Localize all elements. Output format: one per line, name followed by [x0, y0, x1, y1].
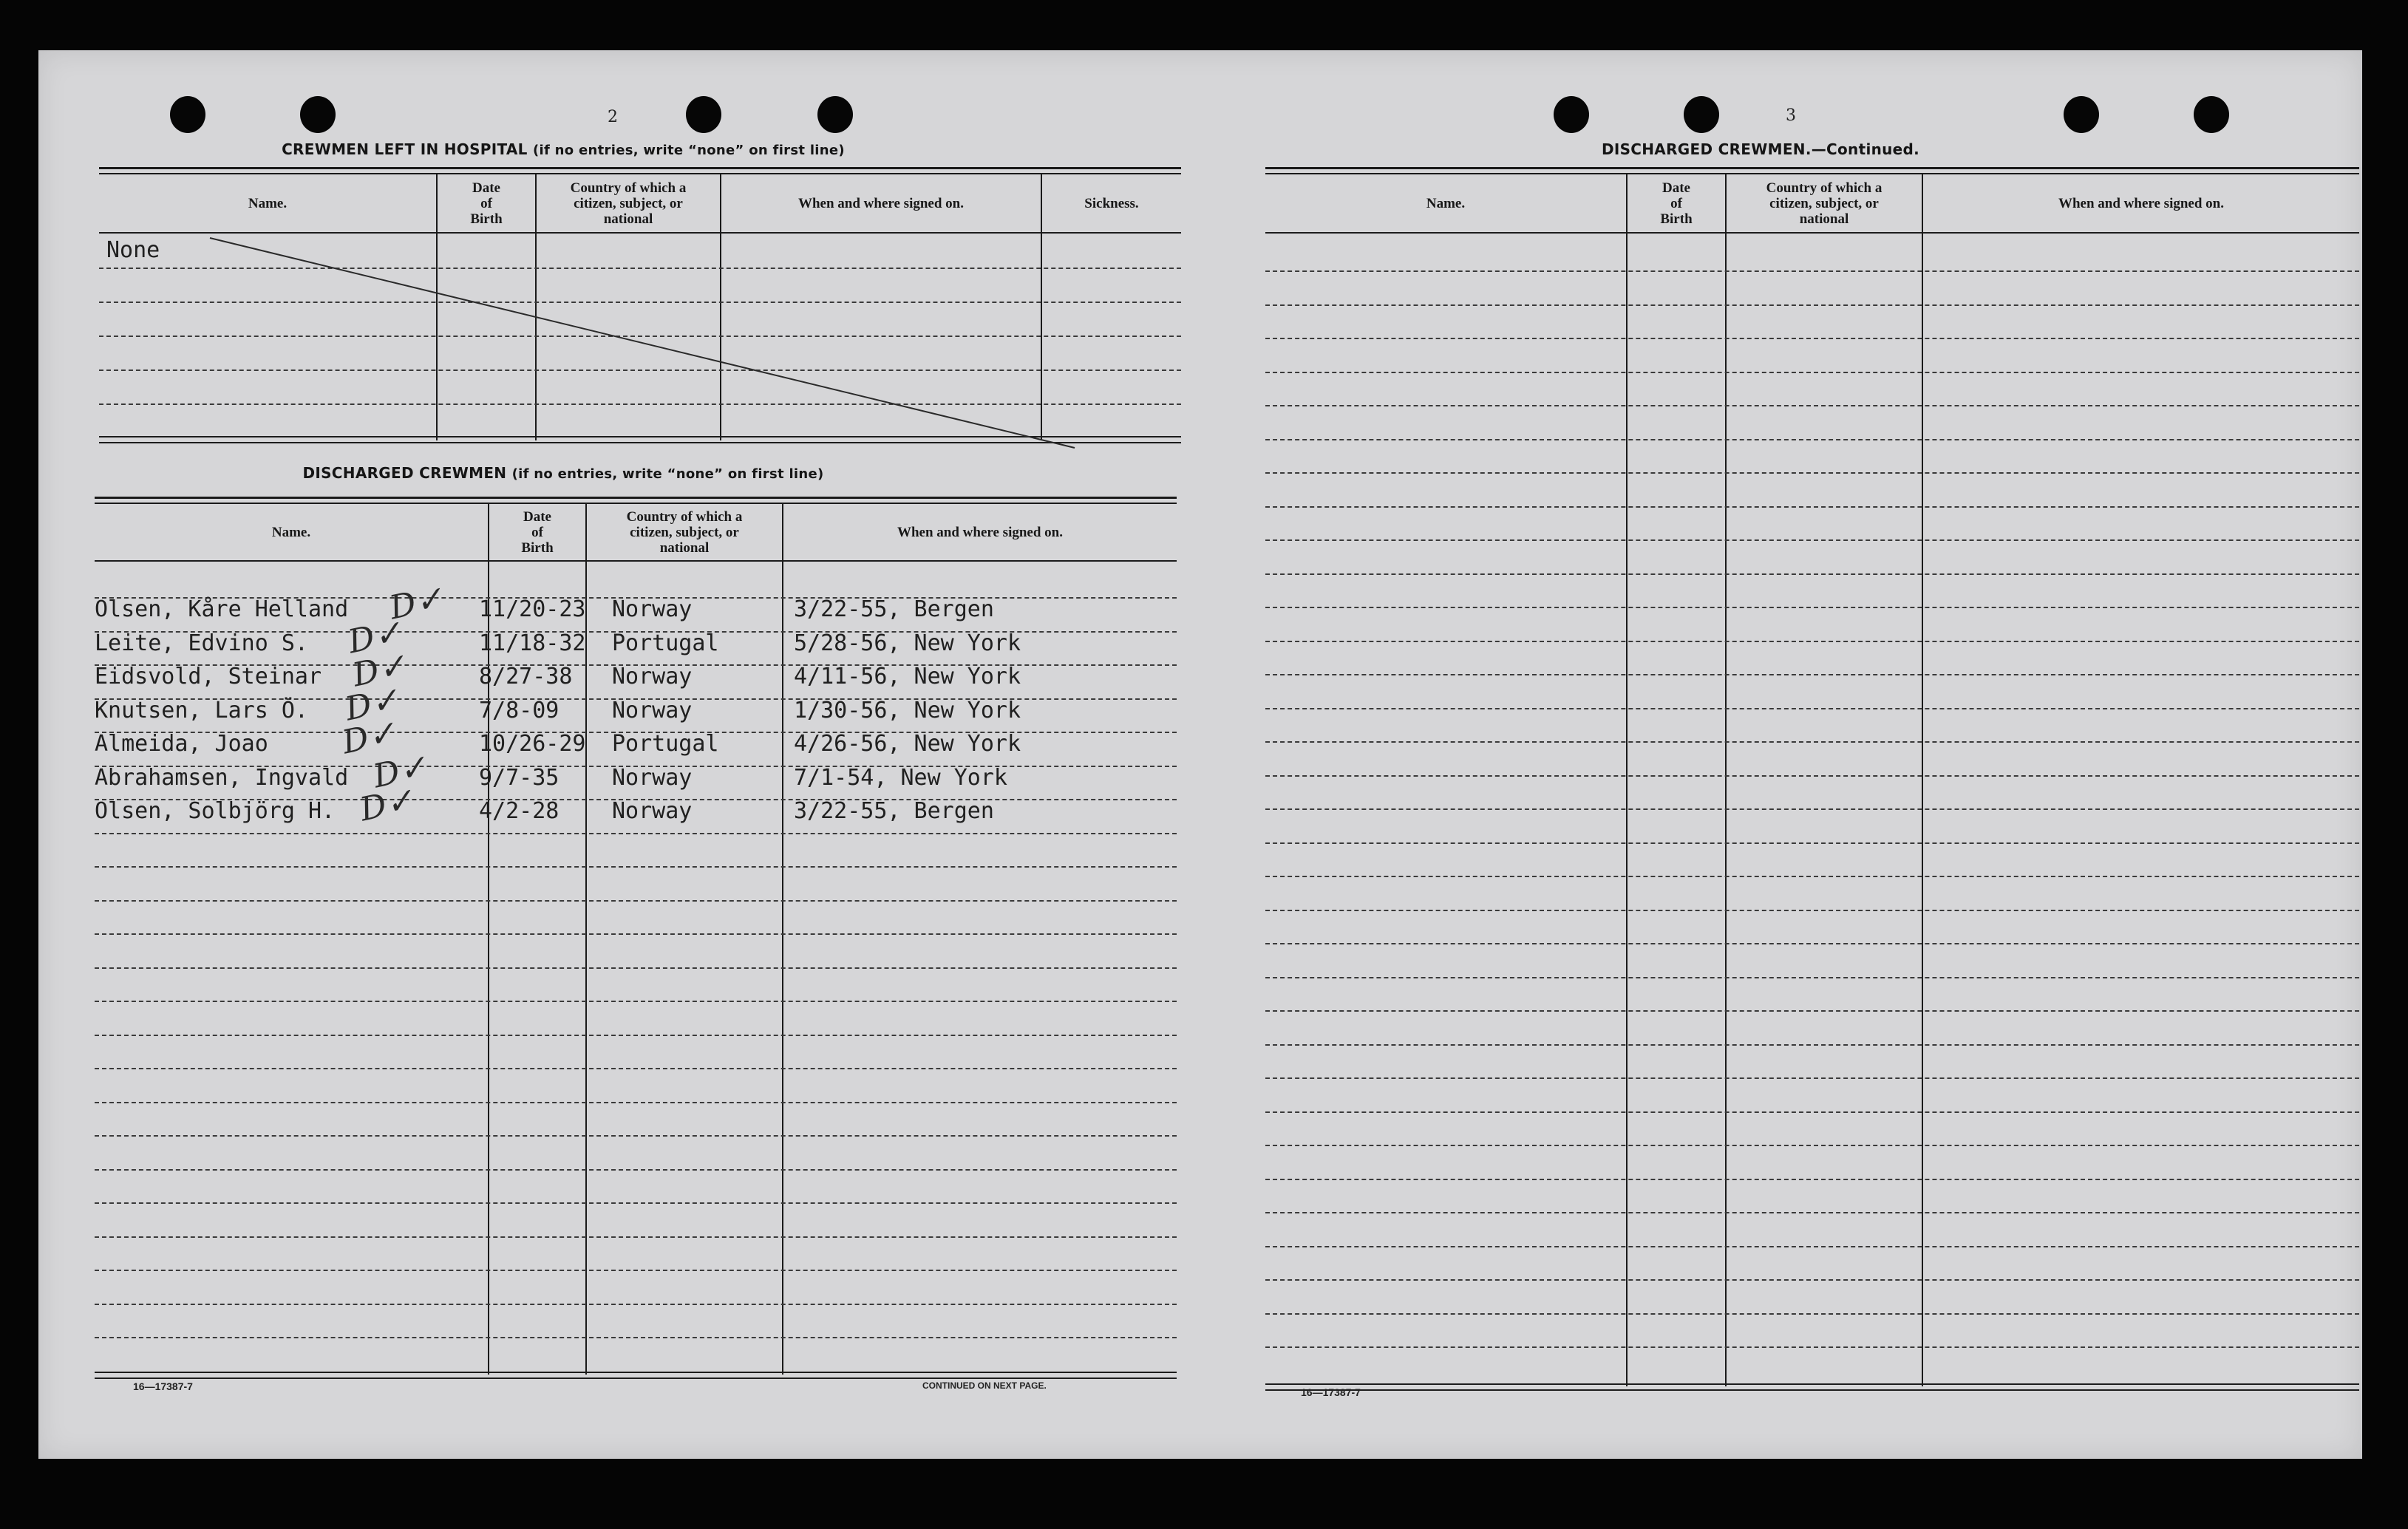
discharged-table	[95, 497, 1177, 1435]
discharge-mark: D✓	[370, 747, 430, 795]
crew-country: Norway	[612, 664, 693, 689]
crew-dob: 7/8-09	[479, 697, 560, 723]
right-form-number: 16—17387-7	[1301, 1386, 1361, 1398]
punch-hole	[817, 96, 853, 133]
hospital-table	[99, 167, 1181, 492]
crew-signed-on: 1/30-56, New York	[794, 697, 1021, 723]
ruled-line	[1265, 1044, 2359, 1046]
ruled-line	[1265, 674, 2359, 675]
crew-name: Abrahamsen, Ingvald	[95, 764, 349, 791]
crew-dob: 8/27-38	[479, 664, 573, 689]
hospital-subtitle-text: (if no entries, write “none” on first line)	[532, 143, 845, 158]
crew-signed-on: 7/1-54, New York	[794, 764, 1007, 791]
crew-country: Portugal	[612, 731, 719, 757]
right-col-country: Country of which a citizen, subject, or national	[1766, 180, 1882, 227]
ruled-line	[1265, 1111, 2359, 1113]
hospital-section-title	[127, 140, 999, 158]
hospital-none-entry: None	[106, 237, 160, 263]
hospital-col-name: Name.	[248, 195, 288, 211]
discharge-mark: D✓	[341, 680, 402, 728]
ruled-line	[1265, 1313, 2359, 1315]
ruled-line	[1265, 405, 2359, 406]
ruled-line	[95, 866, 1177, 868]
crew-signed-on: 4/11-56, New York	[794, 664, 1021, 689]
discharge-mark: D✓	[349, 646, 409, 695]
discharge-mark: D✓	[339, 713, 399, 762]
right-col-name: Name.	[1426, 195, 1466, 211]
crew-country: Norway	[612, 764, 693, 791]
discharged-section-title	[127, 464, 999, 482]
crew-country: Norway	[612, 697, 693, 723]
ruled-line	[1265, 1212, 2359, 1213]
left-page-number: 2	[608, 108, 618, 126]
ruled-line	[1265, 607, 2359, 608]
ruled-line	[1265, 943, 2359, 944]
punch-hole	[2194, 96, 2229, 133]
crew-country: Norway	[612, 798, 693, 824]
ruled-line	[95, 1202, 1177, 1204]
ruled-line	[1265, 472, 2359, 474]
discharge-mark: D✓	[344, 613, 405, 661]
ruled-line	[1265, 842, 2359, 844]
crew-signed-on: 5/28-56, New York	[794, 630, 1021, 656]
crew-signed-on: 3/22-55, Bergen	[794, 596, 994, 622]
crew-name: Knutsen, Lars Ö.	[95, 697, 308, 723]
ruled-line	[1265, 372, 2359, 373]
hospital-col-country: Country of which a citizen, subject, or national	[570, 180, 687, 227]
ruled-line	[1265, 977, 2359, 978]
crew-dob: 11/20-23	[479, 596, 586, 622]
discharge-mark: D✓	[386, 579, 446, 627]
ruled-line	[1265, 741, 2359, 743]
crew-dob: 10/26-29	[479, 731, 586, 757]
ruled-line	[95, 1337, 1177, 1338]
hospital-col-signed-on: When and where signed on.	[797, 195, 964, 211]
ruled-line	[95, 1135, 1177, 1137]
ruled-line	[1265, 573, 2359, 575]
crew-signed-on: 4/26-56, New York	[794, 731, 1021, 757]
punch-hole	[170, 96, 205, 133]
ruled-line	[95, 1270, 1177, 1271]
crew-dob: 11/18-32	[479, 630, 586, 656]
discharged-subtitle-text: (if no entries, write “none” on first line)	[511, 466, 824, 482]
ruled-line	[95, 933, 1177, 935]
ruled-line	[1265, 1077, 2359, 1079]
hospital-strike-line	[99, 167, 1181, 492]
crew-dob: 4/2-28	[479, 798, 560, 824]
ruled-line	[95, 833, 1177, 834]
right-col-dob: Date of Birth	[1660, 180, 1693, 227]
crew-name: Leite, Edvino S.	[95, 630, 308, 656]
punch-hole	[2064, 96, 2099, 133]
ruled-line	[95, 1169, 1177, 1171]
hospital-title-text: CREWMEN LEFT IN HOSPITAL	[282, 140, 528, 158]
ruled-line	[95, 1102, 1177, 1103]
crew-signed-on: 3/22-55, Bergen	[794, 798, 994, 824]
right-page-number: 3	[1786, 106, 1796, 125]
ruled-line	[1265, 304, 2359, 306]
ruled-line	[95, 1068, 1177, 1069]
ruled-line	[95, 967, 1177, 969]
ruled-line	[95, 1001, 1177, 1002]
ruled-line	[95, 1304, 1177, 1305]
ruled-line	[1265, 775, 2359, 777]
hospital-col-dob: Date of Birth	[470, 180, 503, 227]
right-discharged-table	[1265, 167, 2359, 1438]
punch-hole	[686, 96, 721, 133]
discharged-col-dob: Date of Birth	[521, 508, 554, 556]
ruled-line	[1265, 1145, 2359, 1146]
ruled-line	[95, 900, 1177, 902]
hospital-col-sickness: Sickness.	[1084, 195, 1139, 211]
document-spread	[38, 50, 2362, 1459]
crew-dob: 9/7-35	[479, 764, 560, 791]
punch-hole	[1684, 96, 1719, 133]
left-form-number: 16—17387-7	[133, 1380, 193, 1392]
ruled-line	[1265, 338, 2359, 339]
discharged-title-text: DISCHARGED CREWMEN	[302, 464, 507, 482]
ruled-line	[1265, 1279, 2359, 1281]
crew-country: Norway	[612, 596, 693, 622]
ruled-line	[1265, 1010, 2359, 1012]
crew-name: Eidsvold, Steinar	[95, 664, 322, 689]
ruled-line	[1265, 1246, 2359, 1247]
crew-name: Olsen, Kåre Helland	[95, 596, 349, 622]
crew-name: Olsen, Solbjörg H.	[95, 798, 336, 824]
ruled-line	[1265, 808, 2359, 810]
discharged-col-name: Name.	[271, 524, 311, 540]
discharge-mark: D✓	[356, 780, 417, 829]
crew-country: Portugal	[612, 630, 719, 656]
ruled-line	[1265, 1179, 2359, 1180]
discharged-col-country: Country of which a citizen, subject, or national	[626, 508, 743, 556]
discharged-col-signed-on: When and where signed on.	[897, 524, 1063, 540]
ruled-line	[1265, 270, 2359, 272]
punch-hole	[1554, 96, 1589, 133]
ruled-line	[1265, 708, 2359, 709]
ruled-line	[95, 1035, 1177, 1036]
ruled-line	[1265, 910, 2359, 911]
ruled-line	[1265, 1346, 2359, 1348]
right-section-title: DISCHARGED CREWMEN.—Continued.	[1601, 140, 1920, 158]
ruled-line	[95, 1236, 1177, 1238]
ruled-line	[1265, 539, 2359, 541]
ruled-line	[1265, 439, 2359, 440]
continued-note: CONTINUED ON NEXT PAGE.	[922, 1380, 1047, 1391]
ruled-line	[1265, 641, 2359, 642]
ruled-line	[1265, 506, 2359, 508]
ruled-line	[1265, 876, 2359, 877]
punch-hole	[300, 96, 336, 133]
crew-name: Almeida, Joao	[95, 731, 268, 757]
right-col-signed-on: When and where signed on.	[2058, 195, 2224, 211]
